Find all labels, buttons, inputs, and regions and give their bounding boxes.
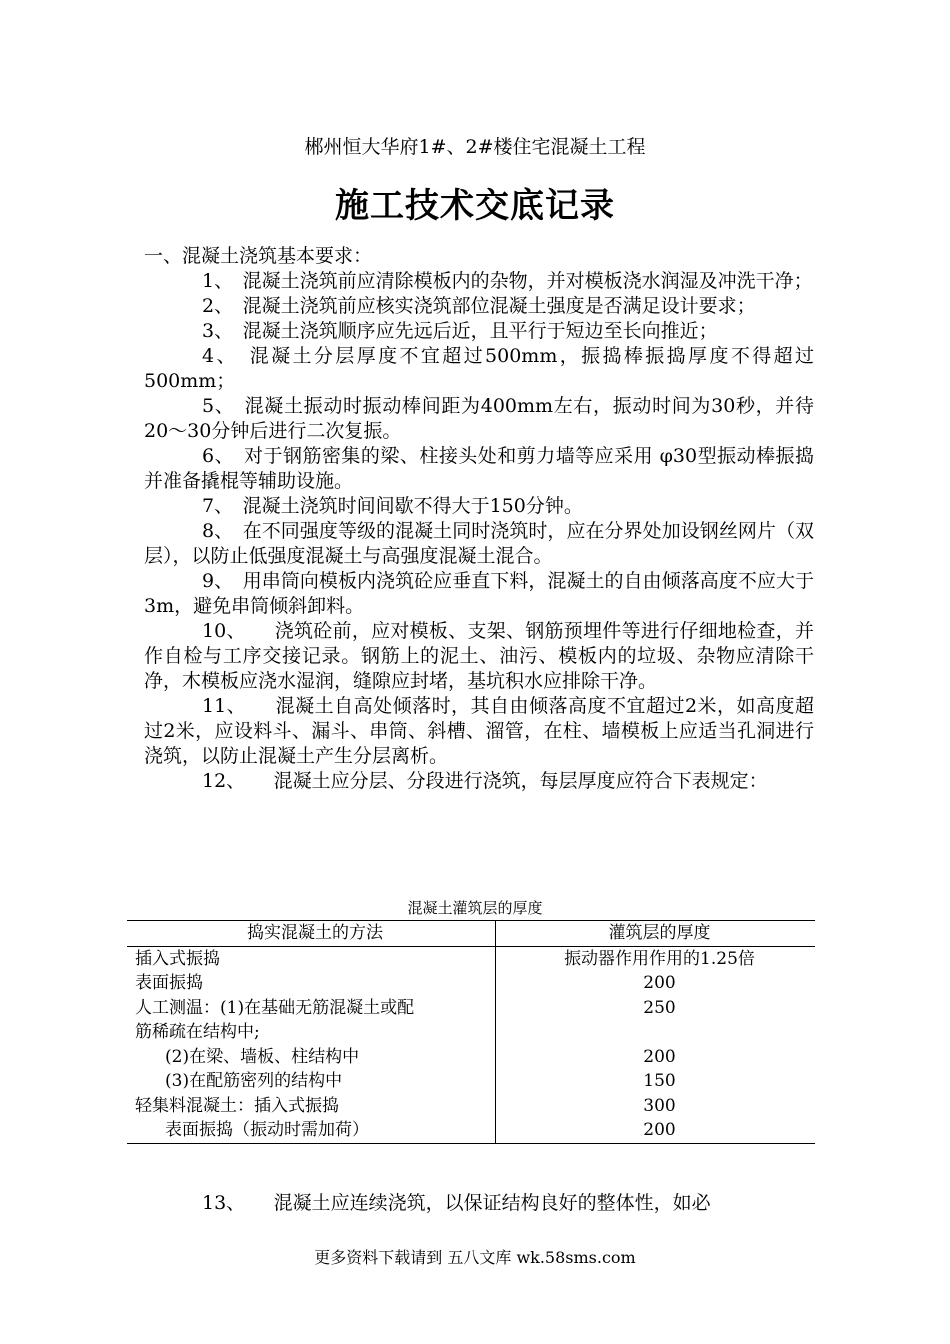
method-cell: 表面振捣 [127,971,496,996]
document-subtitle: 郴州恒大华府1#、2#楼住宅混凝土工程 [304,136,646,158]
requirement-item-1: 1、 混凝土浇筑前应清除模板内的杂物，并对模板浇水润湿及冲洗干净； [202,270,813,292]
method-cell: (2)在梁、墙板、柱结构中 [127,1045,496,1070]
section-heading: 一、混凝土浇筑基本要求： [144,245,373,267]
method-cell: 轻集料混凝土：插入式振捣 [127,1094,496,1119]
table-header-row [127,921,815,947]
requirement-item-4: 4、 混凝土分层厚度不宜超过500mm，振捣棒振捣厚度不得超过500mm； [144,345,814,392]
requirement-item-10: 10、 浇筑砼前，应对模板、支架、钢筋预埋件等进行仔细地检查，并作自检与工序交接记录。钢筋上的泥土、油污、模板内的垃圾、杂物应清除干净，木模板应浇水湿润，缝隙应封堵，基坑积水应排除干净。 [144,620,814,692]
table-row [127,1118,815,1143]
requirement-item-9: 9、 用串筒向模板内浇筑砼应垂直下料，混凝土的自由倾落高度不应大于3m，避免串筒倾斜卸料。 [144,570,814,617]
document-title: 施工技术交底记录 [335,186,615,226]
page-footer: 更多资料下载请到 五八文库 wk.58sms.com [314,1248,636,1267]
header-thickness: 灌筑层的厚度 [496,921,816,947]
table-row [127,1069,815,1094]
requirement-item-12: 12、 混凝土应分层、分段进行浇筑，每层厚度应符合下表规定： [202,770,768,792]
method-cell: 插入式振捣 [127,946,496,971]
pour-thickness-table [127,920,815,1144]
requirement-item-11: 11、 混凝土自高处倾落时，其自由倾落高度不宜超过2米，如高度超过2米，应设料斗、漏斗、串筒、斜槽、溜管，在柱、墙模板上应适当孔洞进行浇筑，以防止混凝土产生分层离析。 [144,695,814,767]
header-method: 捣实混凝土的方法 [127,921,496,947]
thickness-cell [496,1020,816,1045]
thickness-cell: 250 [643,997,676,1018]
method-cell: 人工测温：(1)在基础无筋混凝土或配 [127,996,496,1021]
table-row [127,1094,815,1119]
method-cell: (3)在配筋密列的结构中 [127,1069,496,1094]
method-cell: 表面振捣（振动时需加荷） [127,1118,496,1143]
requirement-item-7: 7、 混凝土浇筑时间间歇不得大于150分钟。 [202,495,583,517]
thickness-cell: 200 [643,973,676,993]
table-row [127,946,815,971]
thickness-cell: 300 [643,1095,676,1116]
method-cell: 筋稀疏在结构中; [127,1020,496,1045]
table-row [127,1045,815,1070]
requirement-item-2: 2、 混凝土浇筑前应核实浇筑部位混凝土强度是否满足设计要求； [202,295,756,317]
requirement-item-6: 6、 对于钢筋密集的梁、柱接头处和剪力墙等应采用 φ30型振动棒振捣并准备撬棍等辅助设施。 [144,445,814,492]
requirements-section [144,244,814,794]
requirement-item-8: 8、 在不同强度等级的混凝土同时浇筑时，应在分界处加设钢丝网片（双层），以防止低强度混凝土与高强度混凝土混合。 [144,520,814,567]
requirement-item-3: 3、 混凝土浇筑顺序应先远后近，且平行于短边至长向推近； [202,320,718,342]
thickness-cell: 150 [643,1071,676,1091]
thickness-cell: 200 [643,1046,676,1067]
thickness-cell: 振动器作用作用的1.25倍 [564,948,755,969]
table-caption: 混凝土灌筑层的厚度 [407,899,543,917]
table-row [127,1020,815,1045]
requirement-item-13: 13、 混凝土应连续浇筑，以保证结构良好的整体性，如必 [202,1192,711,1214]
requirement-item-5: 5、 混凝土振动时振动棒间距为400mm左右，振动时间为30秒，并待20～30分钟后进行二次复振。 [144,395,814,442]
thickness-cell: 200 [496,1118,816,1143]
table-row [127,996,815,1021]
table-row [127,971,815,996]
